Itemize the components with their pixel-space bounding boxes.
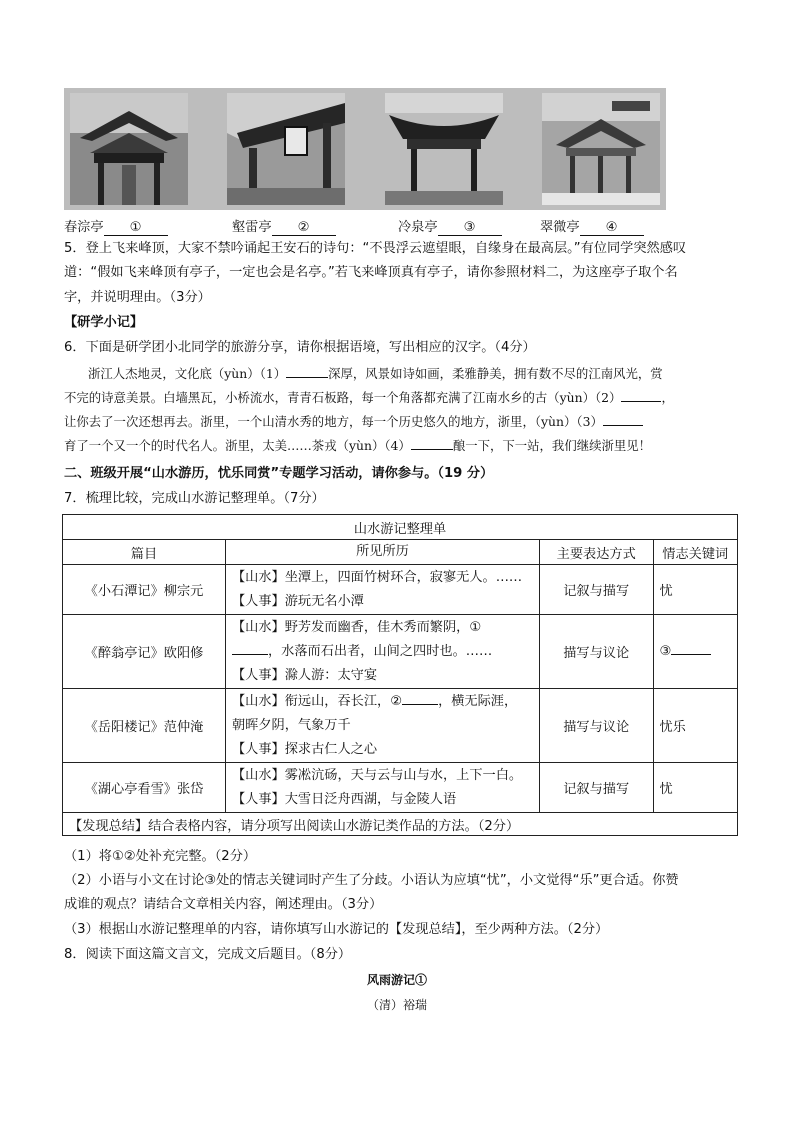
passage-author: （清）裕瑞 [366, 998, 427, 1012]
caption-blank-2[interactable]: ② [272, 220, 336, 236]
q7-sub-3: （3）根据山水游记整理单的内容，请你填写山水游记的【发现总结】，至少两种方法。（2分） [64, 922, 609, 937]
q6-para-line-4: 育了一个又一个的时代名人。浙里，太美……茶戎（yùn）（4） 酿一下，下一站，我们继续浙里见！ [64, 438, 652, 453]
pavilion-image-3 [385, 93, 503, 205]
q7-sub-1: （1）将①②处补充完整。（2分） [64, 849, 257, 864]
blank-yun-1[interactable] [286, 377, 328, 378]
row-method: 记叙与描写 [539, 565, 653, 615]
caption-blank-3[interactable]: ③ [438, 220, 502, 236]
q5-line-1: 5．登上飞来峰顶，大家不禁吟诵起王安石的诗句：“不畏浮云遮望眼，自缘身在最高层。”有位同学突然感叹 [64, 241, 687, 256]
header-keyword: 情志关键词 [653, 540, 738, 565]
row-work: 《岳阳楼记》范仲淹 [63, 689, 226, 763]
summary-row [63, 813, 738, 836]
section-yanxue-heading: 【研学小记】 [64, 315, 144, 330]
blank-yun-4[interactable] [411, 449, 453, 450]
row-keyword: 忧 [653, 763, 738, 813]
table-title: 山水游记整理单 [63, 515, 738, 540]
row-method: 描写与议论 [539, 615, 653, 689]
row-keyword: 忧 [653, 565, 738, 615]
pavilion-photo-strip [64, 88, 666, 210]
table-header-row [63, 540, 738, 565]
pavilion-photo-4 [542, 93, 660, 205]
section-2-heading: 二、班级开展“山水游历，忧乐同赏”专题学习活动，请你参与。（19 分） [64, 466, 494, 481]
pavilion-image-2 [227, 93, 345, 205]
header-content: 所见所历 [225, 540, 539, 565]
header-method: 主要表达方式 [539, 540, 653, 565]
pavilion-photo-3 [385, 93, 503, 205]
summary-cell[interactable]: 【发现总结】结合表格内容，请分项写出阅读山水游记类作品的方法。（2分） [63, 813, 738, 836]
caption-4: 翠微亭 ④ [540, 216, 644, 236]
pavilion-photo-1 [70, 93, 188, 205]
q7-sub-2-line-1: （2）小语与小文在讨论③处的情志关键词时产生了分歧。小语认为应填“忧”，小文觉得“乐”更合适。你赞 [64, 873, 679, 888]
q7-stem: 7．梳理比较，完成山水游记整理单。（7分） [64, 491, 325, 506]
row-work: 《醉翁亭记》欧阳修 [63, 615, 226, 689]
table-row [63, 615, 738, 689]
row-work: 《湖心亭看雪》张岱 [63, 763, 226, 813]
q5-line-3: 字，并说明理由。（3分） [64, 290, 211, 305]
table-row [63, 763, 738, 813]
row-method: 记叙与描写 [539, 763, 653, 813]
pavilion-photo-2 [227, 93, 345, 205]
table-row [63, 689, 738, 763]
row-content: 【山水】衔远山，吞长江，② ，横无际涯， 朝晖夕阴，气象万千 【人事】探求古仁人之心 [225, 689, 539, 763]
blank-1-input[interactable] [232, 654, 268, 655]
table-row [63, 565, 738, 615]
blank-yun-3[interactable] [603, 425, 643, 426]
blank-yun-2[interactable] [621, 401, 661, 402]
pavilion-image-1 [70, 93, 188, 205]
q8-stem: 8．阅读下面这篇文言文，完成文后题目。（8分） [64, 947, 352, 962]
caption-3: 冷泉亭 ③ [398, 216, 502, 236]
q5-line-2: 道：“假如飞来峰顶有亭子，一定也会是名亭。”若飞来峰顶真有亭子，请你参照材料二，为这座亭子取个名 [64, 265, 678, 280]
caption-1: 春淙亭 ① [64, 216, 168, 236]
caption-blank-4[interactable]: ④ [580, 220, 644, 236]
blank-2-input[interactable] [402, 704, 438, 705]
q6-para-line-2: 不完的诗意美景。白墙黑瓦，小桥流水，青青石板路，每一个角落都充满了江南水乡的古（yùn）（2） ， [64, 390, 674, 405]
q6-stem: 6．下面是研学团小北同学的旅游分享，请你根据语境，写出相应的汉字。（4分） [64, 340, 536, 355]
pavilion-image-4 [542, 93, 660, 205]
row-work: 《小石潭记》柳宗元 [63, 565, 226, 615]
blank-3-input[interactable] [671, 654, 711, 655]
q6-para-line-3: 让你去了一次还想再去。浙里，一个山清水秀的地方，每一个历史悠久的地方，浙里，（yùn）（3） [64, 410, 738, 434]
table-title-row [63, 515, 738, 540]
row-content: 【山水】雾凇沆砀，天与云与山与水，上下一白。 【人事】大雪日泛舟西湖，与金陵人语 [225, 763, 539, 813]
q6-para-line-1: 浙江人杰地灵，文化底（yùn）（1） 深厚，风景如诗如画，柔雅静美，拥有数不尽的江南风光，赏 [88, 366, 663, 381]
pavilion-captions [64, 216, 684, 236]
row-keyword: ③ [653, 615, 738, 689]
row-method: 描写与议论 [539, 689, 653, 763]
q7-sub-2-line-2: 成谁的观点？请结合文章相关内容，阐述理由。（3分） [64, 897, 383, 912]
row-content: 【山水】坐潭上，四面竹树环合，寂寥无人。…… 【人事】游玩无名小潭 [225, 565, 539, 615]
landscape-records-table [62, 514, 738, 836]
row-content: 【山水】野芳发而幽香，佳木秀而繁阴，① ，水落而石出者，山间之四时也。…… 【人事】滁人游：太守宴 [225, 615, 539, 689]
caption-blank-1[interactable]: ① [104, 220, 168, 236]
row-keyword: 忧乐 [653, 689, 738, 763]
header-work: 篇目 [63, 540, 226, 565]
passage-title: 风雨游记① [366, 973, 427, 987]
caption-2: 壑雷亭 ② [232, 216, 336, 236]
